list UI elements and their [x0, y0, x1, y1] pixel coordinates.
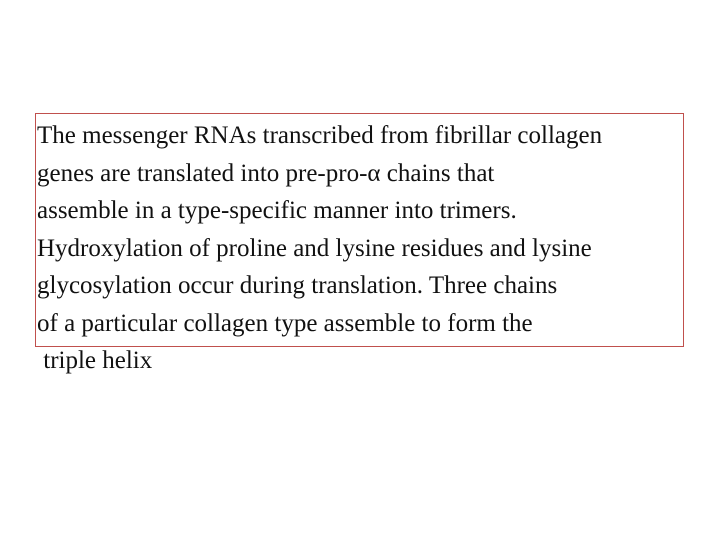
paragraph-line-7: triple helix [37, 347, 153, 374]
body-paragraph [37, 117, 602, 380]
paragraph-line-4: Hydroxylation of proline and lysine residues and lysine [37, 234, 592, 262]
paragraph-line-2: genes are translated into pre-pro-α chains that [37, 159, 495, 187]
paragraph-line-1: The messenger RNAs transcribed from fibrillar collagen [37, 122, 603, 149]
paragraph-line-6: of a particular collagen type assemble to form the [37, 309, 533, 337]
paragraph-line-5: glycosylation occur during translation. Three chains [37, 272, 558, 299]
paragraph-line-3: assemble in a type-specific manner into trimers. [37, 197, 517, 224]
